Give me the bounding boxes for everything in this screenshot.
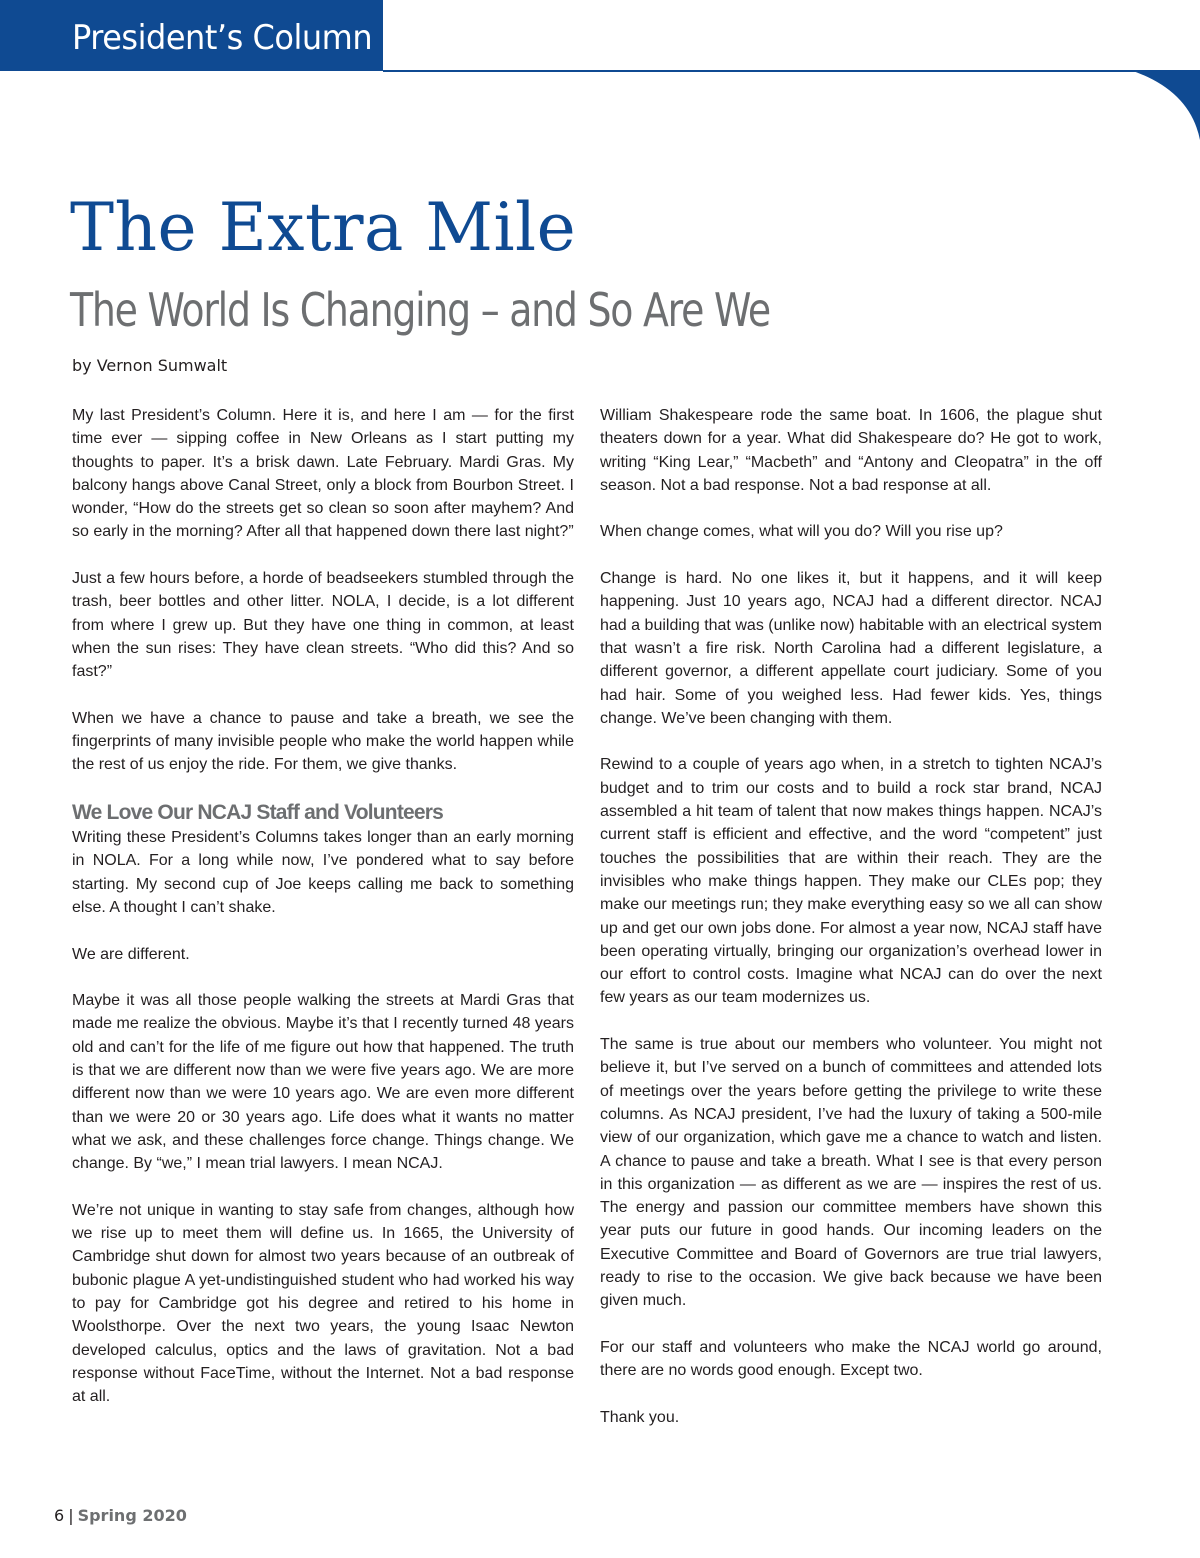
page-footer [54,1505,187,1527]
article-subtitle: The World Is Changing – and So Are We [70,283,770,337]
paragraph: Just a few hours before, a horde of beadseekers stumbled through the trash, beer bottles and other litter. NOLA, I decide, is a lot different from where I grew up. But they have one thing in common, at least when the sun rises: They have clean streets. “Who did this? And so fast?” [72,570,574,681]
article-title: The Extra Mile [70,189,577,266]
footer-separator: | [68,1506,74,1525]
paragraph: We are different. [72,945,190,963]
page-number: 6 [54,1506,65,1525]
paragraph: We’re not unique in wanting to stay safe from changes, although how we rise up to meet them will define us. In 1665, the University of Cambridge shut down for almost two years because of an outbreak of bubonic plague A yet-undistinguished student who had worked his way to pay for Cambridge got his degree and retired to his home in Woolsthorpe. Over the next two years, the young Isaac Newton developed calculus, optics and the laws of gravitation. Not a bad response without FaceTime, without the Internet. Not a bad response at all. [72,1201,574,1406]
right-column [600,404,1102,1452]
paragraph: Rewind to a couple of years ago when, in a stretch to tighten NCAJ’s budget and to trim our costs and to build a rock star brand, NCAJ assembled a hit team of talent that now makes things happen. NCAJ’s current staff is efficient and effective, and the word “competent” just touches the possibilities that are within their reach. They are the invisibles who make things happen. They make our CLEs pop; they make our meetings run; they make everything easy so we all can show up and get our own jobs done. For almost a year now, NCAJ staff have been operating virtually, bringing our organization’s overhead lower in our effort to control costs. Imagine what NCAJ can do over the next few years as our team modernizes us. [600,756,1102,1007]
paragraph: Change is hard. No one likes it, but it happens, and it will keep happening. Just 10 years ago, NCAJ had a different director. NCAJ had a building that was (unlike now) habitable with an electrical system that wasn’t a fire risk. North Carolina had a different legislature, a different governor, a different appellate court judiciary. Some of you had hair. Some of you weighed less. Had fewer kids. Yes, things change. We’ve been changing with them. [600,570,1102,727]
paragraph: For our staff and volunteers who make the NCAJ world go around, there are no words good enough. Except two. [600,1338,1102,1380]
corner-accent [1130,70,1200,140]
left-column [72,404,574,1432]
paragraph: Writing these President’s Columns takes longer than an early morning in NOLA. For a long while now, I’ve pondered what to say before starting. My second cup of Joe keeps calling me back to something else. A thought I can’t shake. [72,829,574,916]
paragraph: William Shakespeare rode the same boat. In 1606, the plague shut theaters down for a year. What did Shakespeare do? He got to work, writing “King Lear,” “Macbeth” and “Antony and Cleopatra” in the off season. Not a bad response. Not a bad response at all. [600,407,1102,494]
paragraph: Maybe it was all those people walking the streets at Mardi Gras that made me realize the obvious. Maybe it’s that I recently turned 48 years old and can’t for the life of me figure out how that happened. The truth is that we are different now than we were five years ago. We are more different now than we were 10 years ago. We are even more different than we were 20 or 30 years ago. Life does what it wants no matter what we ask, and these challenges force change. Things change. We change. By “we,” I mean trial lawyers. I mean NCAJ. [72,992,574,1173]
paragraph: My last President’s Column. Here it is, and here I am — for the first time ever — sipping coffee in New Orleans as I start putting my thoughts to paper. It’s a brisk dawn. Late February. Mardi Gras. My balcony hangs above Canal Street, only a block from Bourbon Street. I wonder, “How do the streets get so clean so soon after mayhem? And so early in the morning? After all that happened down there last night?” [72,407,574,541]
byline: by Vernon Sumwalt [72,356,228,375]
section-tab [0,0,383,71]
paragraph: When change comes, what will you do? Will you rise up? [600,523,1003,541]
paragraph: The same is true about our members who volunteer. You might not believe it, but I’ve served on a bunch of committees and attended lots of meetings over the years before getting the privilege to write these columns. As NCAJ president, I’ve had the luxury of taking a 500-mile view of our organization, which gave me a chance to watch and listen. A chance to pause and take a breath. What I see is that every person in this organization — as different as we are — inspires the rest of us. The energy and passion our committee members have shown this year puts our future in good hands. Our incoming leaders on the Executive Committee and Board of Governors are true trial lawyers, ready to rise to the occasion. We give back because we have been given much. [600,1036,1102,1310]
header-rule [383,70,1138,72]
section-heading: We Love Our NCAJ Staff and Volunteers [72,801,444,825]
paragraph: When we have a chance to pause and take a breath, we see the fingerprints of many invisible people who make the world happen while the rest of us enjoy the ride. For them, we give thanks. [72,709,574,774]
issue-label: Spring 2020 [77,1506,187,1525]
section-label: President’s Column [72,18,373,58]
paragraph: Thank you. [600,1408,680,1426]
